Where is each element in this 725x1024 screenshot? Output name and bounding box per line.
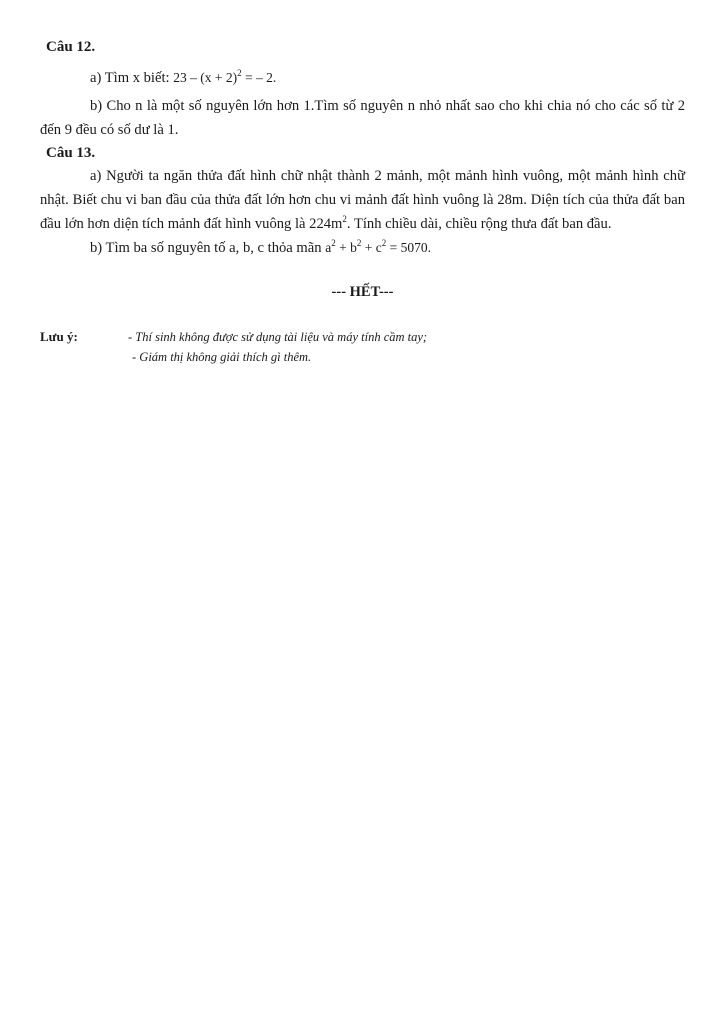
note-item-1: - Thí sinh không được sử dụng tài liệu và máy tính cầm tay; bbox=[128, 330, 428, 344]
question-13a bbox=[40, 164, 685, 236]
exp-a: 2 bbox=[331, 238, 336, 248]
math-part-1: 23 – (x + 2) bbox=[173, 70, 238, 85]
math-equals: = 5070. bbox=[386, 240, 431, 255]
math-var-a: a bbox=[325, 240, 332, 255]
question-13a-text: a) Người ta ngăn thửa đất hình chữ nhật thành 2 mảnh, một mảnh hình vuông, một mảnh hình chữ nhật. Biết chu vi ban đầu của thửa đất lớn hơn chu vi mảnh đất hình vuông là 28m. Diện tích của thửa đất ban đầu lớn hơn diện tích mảnh đất hình vuông là 224m bbox=[40, 168, 685, 232]
question-13a-tail: . Tính chiều dài, chiều rộng thưa đất ban đầu. bbox=[346, 216, 612, 232]
question-12-title: Câu 12. bbox=[46, 39, 96, 55]
end-mark: --- HẾT--- bbox=[331, 284, 394, 300]
math-var-b: + b bbox=[335, 240, 357, 255]
math-var-c: + c bbox=[361, 240, 382, 255]
math-part-2: = – 2. bbox=[241, 70, 277, 85]
notes-items bbox=[128, 327, 427, 367]
math-exponent: 2 bbox=[237, 68, 242, 78]
question-12a-math bbox=[173, 70, 276, 85]
area-exponent: 2 bbox=[342, 214, 347, 224]
question-13-title: Câu 13. bbox=[46, 145, 96, 161]
question-13b-math bbox=[325, 240, 431, 255]
notes-section bbox=[40, 327, 685, 367]
exp-c: 2 bbox=[381, 238, 387, 248]
question-12a-prefix: a) Tìm x biết: bbox=[90, 70, 174, 86]
question-12a bbox=[40, 66, 685, 90]
exp-b: 2 bbox=[356, 238, 362, 248]
notes-label: Lưu ý: bbox=[40, 329, 78, 344]
question-13b bbox=[40, 236, 685, 260]
question-13b-prefix: b) Tìm ba số nguyên tố a, b, c thỏa mãn bbox=[90, 240, 326, 256]
question-12b: b) Cho n là một số nguyên lớn hơn 1.Tìm số nguyên n nhỏ nhất sao cho khi chia nó cho các số từ 2 đến 9 đều có số dư là 1. bbox=[40, 98, 685, 138]
note-item-2: - Giám thị không giải thích gì thêm. bbox=[132, 350, 312, 364]
